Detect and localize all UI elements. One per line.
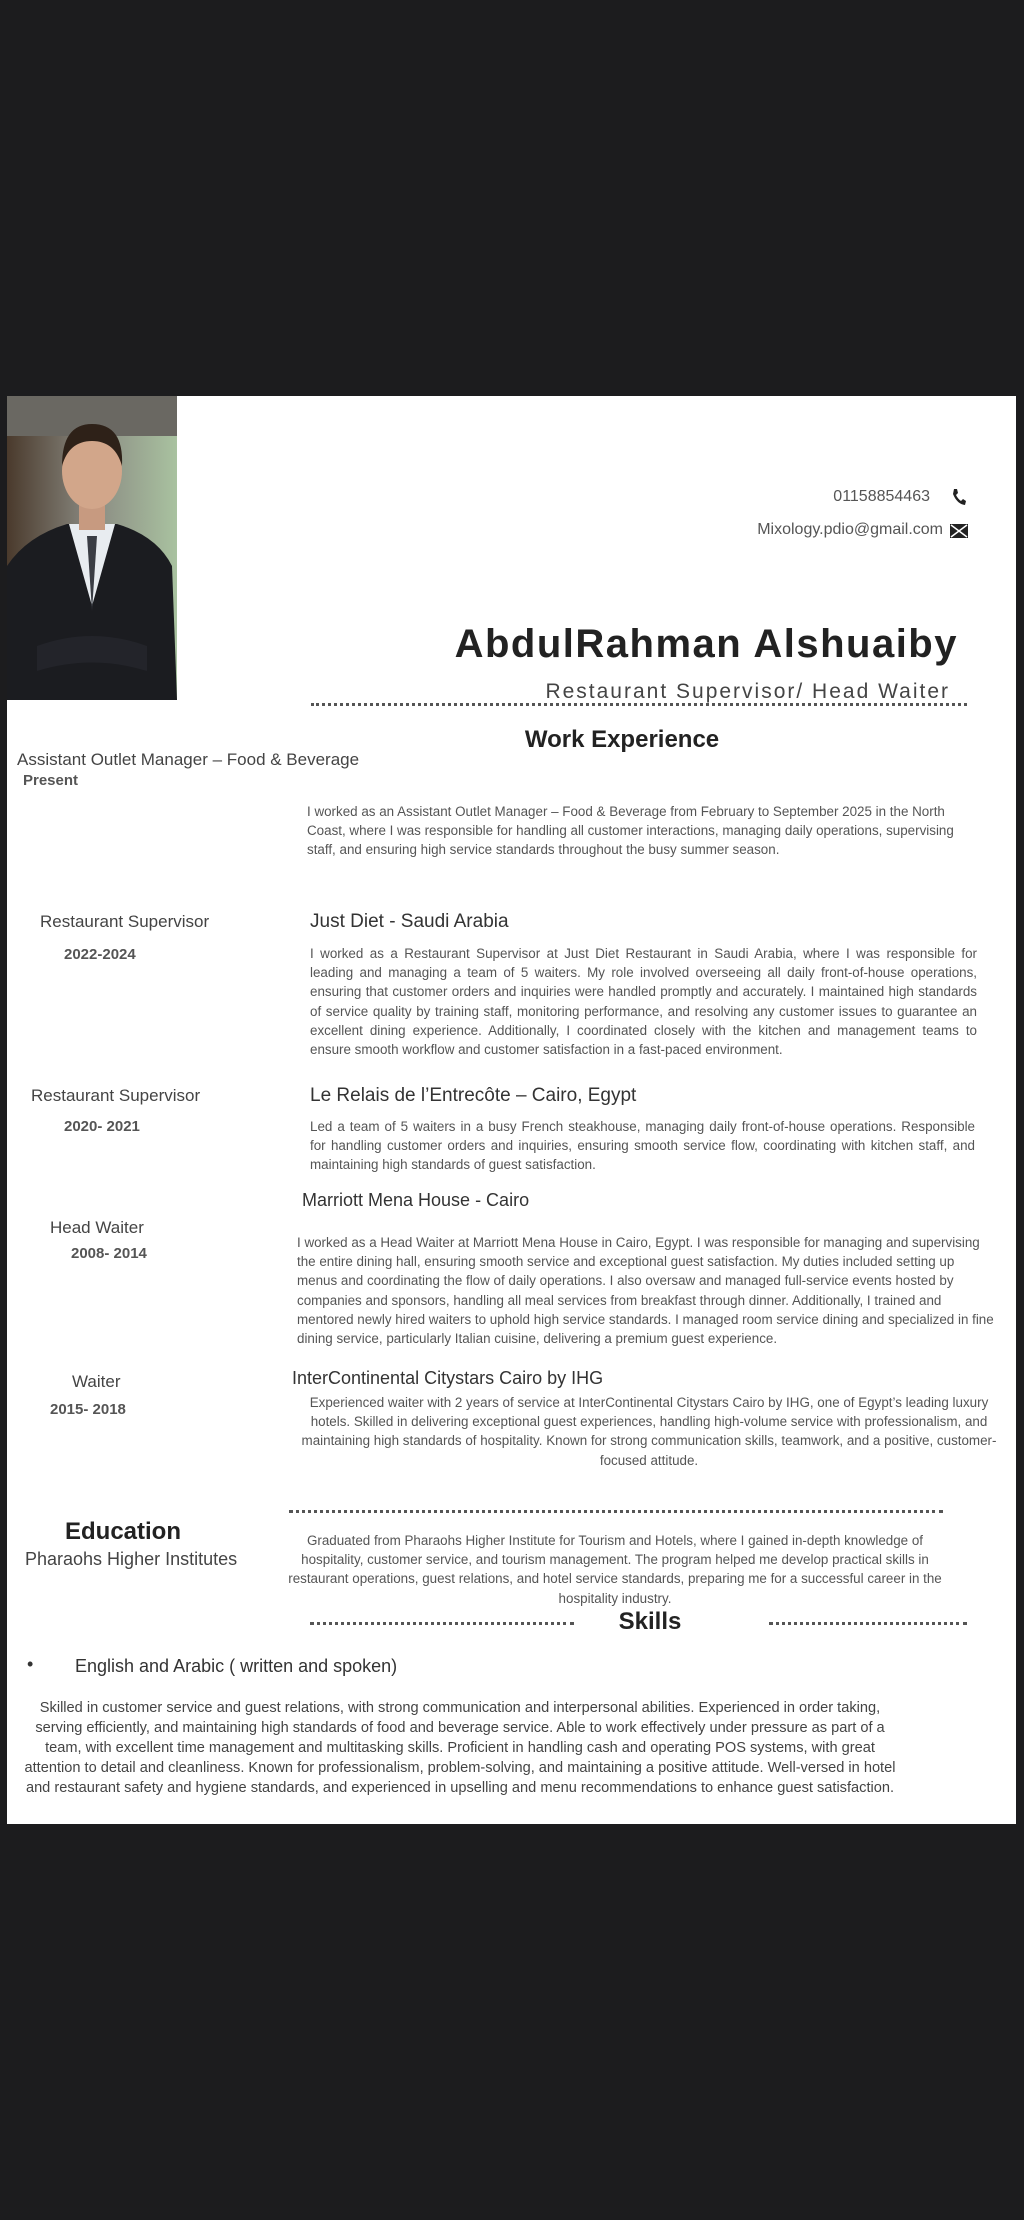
job-role: Head Waiter (50, 1218, 144, 1237)
job-description: Experienced waiter with 2 years of service at InterContinental Citystars Cairo by IHG, one of Egypt’s leading luxury hotels. Skilled in delivering exceptional guest experiences, handling high-volume service with professionalism, and maintaining high standards of hospitality. Known for strong communication skills, teamwork, and a positive, customer-focused attitude. (301, 1395, 997, 1468)
resume-page (7, 396, 1016, 1824)
job-years: 2020- 2021 (64, 1118, 140, 1135)
job-description: I worked as an Assistant Outlet Manager – Food & Beverage from February to September 2025 in the North Coast, where I was responsible for handling all customer interactions, managing daily operations, supervising staff, and ensuring high service standards throughout the busy summer season. (307, 804, 954, 858)
skills-divider-right (769, 1622, 967, 1625)
profile-photo (7, 396, 177, 700)
job-years: 2008- 2014 (71, 1245, 147, 1262)
phone-icon (951, 488, 967, 511)
email-address[interactable]: Mixology.pdio@gmail.com (757, 521, 943, 538)
job-description: Led a team of 5 waiters in a busy French steakhouse, managing daily front-of-house operations. Responsible for handling customer orders and inquiries, ensuring smooth service flow, coordinating with kitchen staff, and maintaining high standards of guest satisfaction. (310, 1119, 975, 1173)
skills-divider-left (310, 1622, 574, 1625)
job-description: I worked as a Head Waiter at Marriott Mena House in Cairo, Egypt. I was responsible for managing and supervising the entire dining hall, ensuring smooth service and exceptional guest satisfaction. My duties included setting up menus and coordinating the flow of daily operations. I also oversaw and managed full-service events hosted by companies and sponsors, handling all meal services from breakfast through dinner. Additionally, I trained and mentored newly hired waiters to uphold high service standards. I managed room service dining and specialized in fine dining service, particularly Italian cuisine, delivering a premium guest experience. (297, 1235, 994, 1347)
job-years: 2022-2024 (64, 946, 136, 963)
company-name: InterContinental Citystars Cairo by IHG (292, 1368, 604, 1388)
job-title: Restaurant Supervisor/ Head Waiter (545, 680, 950, 703)
education-description: Graduated from Pharaohs Higher Institute for Tourism and Hotels, where I gained in-depth knowledge of hospitality, customer service, and tourism management. The program helped me develop practical skills in restaurant operations, guest relations, and hotel service standards, preparing me for a successful career in the hospitality industry. (288, 1533, 942, 1606)
job-years: Present (23, 772, 79, 789)
job-role: Restaurant Supervisor (31, 1086, 201, 1105)
company-name: Le Relais de l’Entrecôte – Cairo, Egypt (310, 1085, 637, 1106)
full-name: AbdulRahman Alshuaiby (454, 622, 958, 666)
phone-number[interactable]: 01158854463 (833, 488, 930, 505)
skills-heading: Skills (618, 1608, 682, 1635)
email-icon (950, 524, 968, 543)
work-experience-heading: Work Experience (524, 726, 720, 753)
education-heading: Education (64, 1518, 182, 1545)
job-years: 2015- 2018 (50, 1401, 126, 1418)
skill-item: English and Arabic ( written and spoken) (75, 1656, 398, 1676)
skill-bullet-icon: • (27, 1654, 34, 1674)
job-description: I worked as a Restaurant Supervisor at Just Diet Restaurant in Saudi Arabia, where I was responsible for leading and managing a team of 5 waiters. My role involved overseeing all daily front-of-house operations, ensuring that customer orders and inquiries were handled promptly and accurately. I maintained high standards of service quality by training staff, monitoring performance, and resolving any customer issues to guarantee an excellent dining experience. Additionally, I coordinated closely with the kitchen and management teams to ensure smooth workflow and customer satisfaction in a fast-paced environment. (310, 946, 977, 1058)
job-role: Assistant Outlet Manager – Food & Beverage (17, 750, 360, 769)
header-divider (311, 703, 967, 706)
job-role: Waiter (72, 1372, 121, 1391)
job-role: Restaurant Supervisor (40, 912, 210, 931)
company-name: Just Diet - Saudi Arabia (310, 911, 509, 932)
education-divider (289, 1510, 943, 1513)
company-name: Marriott Mena House - Cairo (302, 1190, 530, 1210)
skills-description: Skilled in customer service and guest relations, with strong communication and interpersonal abilities. Experienced in order taking, serving efficiently, and maintaining high standards of food and beverage service. Able to work effectively under pressure as part of a team, with excellent time management and multitasking skills. Proficient in handling cash and operating POS systems, with great attention to detail and cleanliness. Known for professionalism, problem-solving, and maintaining a positive attitude. Well-versed in hotel and restaurant safety and hygiene standards, and experienced in upselling and menu recommendations to enhance guest satisfaction. (24, 1700, 896, 1796)
education-institution: Pharaohs Higher Institutes (25, 1549, 238, 1569)
